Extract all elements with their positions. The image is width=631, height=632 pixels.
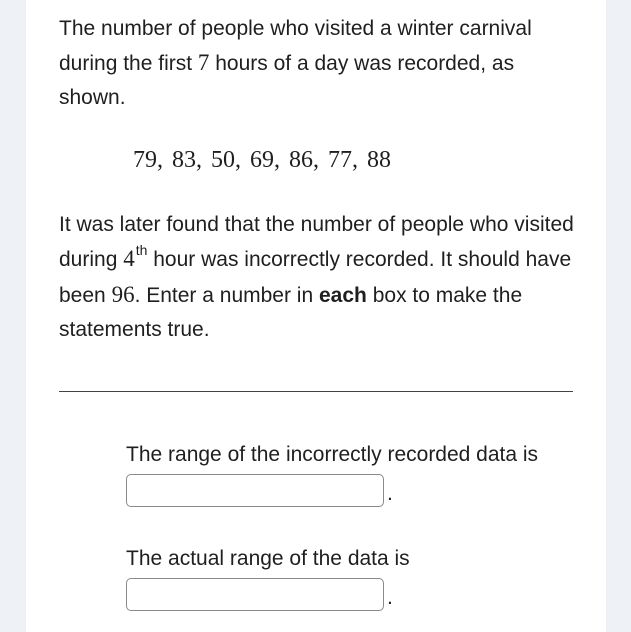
- question-1-period: .: [387, 482, 393, 505]
- ordinal-suffix: th: [135, 242, 148, 258]
- section-divider: [59, 391, 573, 392]
- problem-correction: [59, 208, 579, 347]
- actual-range-input[interactable]: [126, 578, 384, 611]
- question-2-prompt: The actual range of the data is: [126, 547, 410, 570]
- intro-text-1: The number of people who visited a winter carnival during the first: [59, 17, 532, 75]
- correction-text-2: hour was incorrectly recorded. It should have been: [59, 248, 572, 307]
- hours-number: 7: [197, 50, 210, 75]
- correction-text-3: . Enter a number in: [134, 284, 319, 307]
- correction-text-1: It was later found that the number of people who visited during: [59, 213, 574, 271]
- question-1-prompt: The range of the incorrectly recorded data is: [126, 443, 539, 466]
- question-card: [26, 0, 606, 632]
- intro-text-2: hours of a day was recorded, as shown.: [59, 52, 515, 109]
- problem-intro: [59, 12, 579, 115]
- emphasis-each: each: [319, 284, 367, 307]
- question-2-period: .: [387, 586, 393, 609]
- correct-value: 96: [111, 282, 135, 307]
- incorrect-range-input[interactable]: [126, 474, 384, 507]
- correction-text-4: box to make the statements true.: [59, 284, 523, 341]
- visitor-data-list: 79, 83, 50, 69, 86, 77, 88: [133, 147, 391, 173]
- hour-number: 4: [123, 246, 135, 271]
